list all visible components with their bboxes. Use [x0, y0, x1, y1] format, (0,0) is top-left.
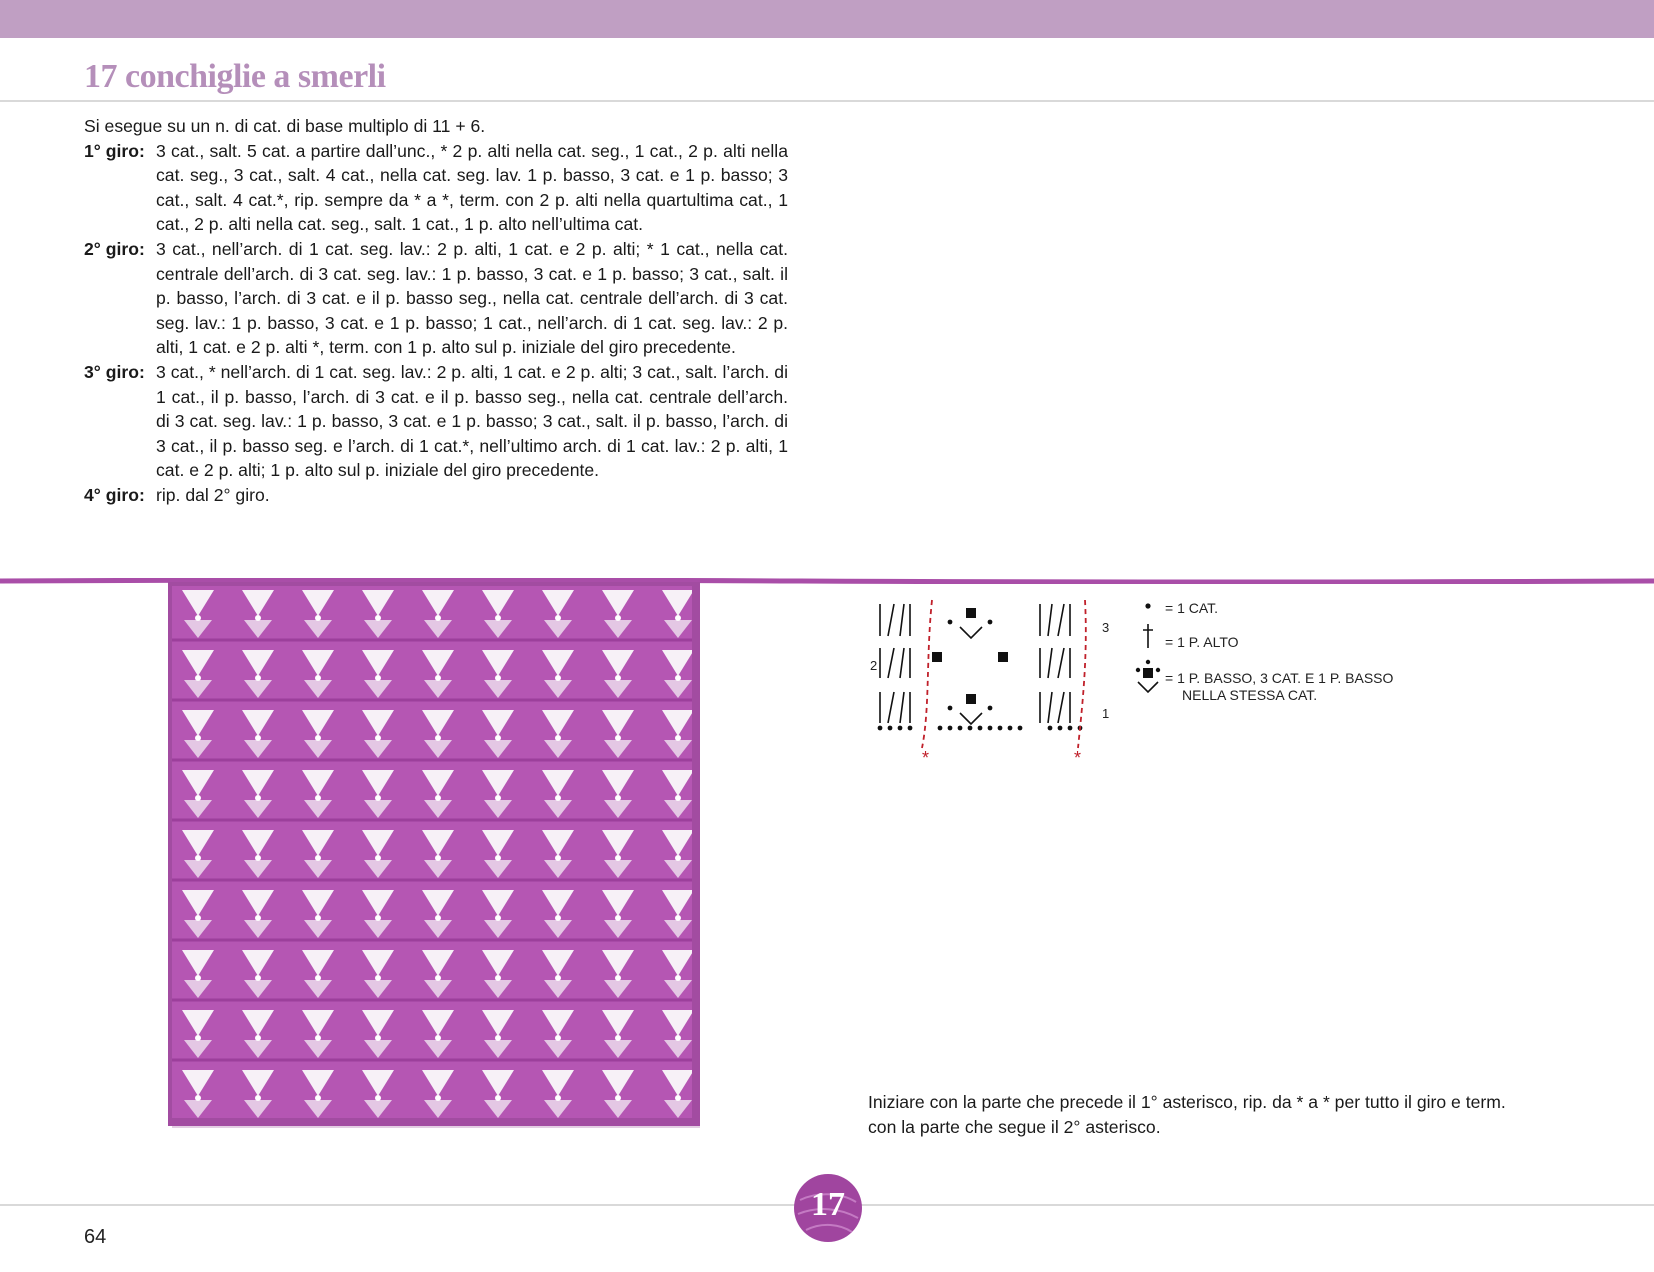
page-title: 17 conchiglie a smerli	[84, 58, 386, 95]
row-text: 3 cat., nell’arch. di 1 cat. seg. lav.: 2 p. alti, 1 cat. e 2 p. alti; * 1 cat., nella cat. centrale dell’arch. di 3 cat. seg. lav.: 1 p. basso, 3 cat. e 1 p. basso; 3 cat., salt. il p. basso, l’arch. di 3 cat. e il p. basso seg., nella cat. centrale dell’arch. di 3 cat. seg. lav.: 1 p. basso, 3 cat. e 1 p. basso; 1 cat., nell’arch. di 1 cat. seg. lav.: 2 p. alti, 1 cat. e 2 p. alti *, term. con 1 p. alto sul p. iniziale del giro precedente.	[156, 238, 788, 358]
tall-stitch-icon	[1143, 624, 1153, 648]
legend-chain: = 1 CAT.	[1165, 600, 1219, 616]
legend-shell-group: = 1 P. BASSO, 3 CAT. E 1 P. BASSO	[1165, 670, 1394, 686]
crochet-swatch-photo	[168, 582, 708, 1134]
diagram-note	[868, 1090, 1588, 1140]
row-label: 1° giro:	[84, 140, 145, 161]
top-color-bar	[0, 0, 1654, 38]
shell-group-icon	[1136, 660, 1160, 692]
note-line-1: Iniziare con la parte che precede il 1° asterisco, rip. da * a * per tutto il giro e term.	[868, 1092, 1506, 1112]
legend-symbols	[1136, 603, 1160, 692]
repeat-mark-left: *	[922, 748, 930, 768]
page-number: 64	[84, 1226, 107, 1248]
row-number-3: 3	[1102, 620, 1110, 635]
pattern-number-badge: 17	[811, 1186, 845, 1223]
row-text: rip. dal 2° giro.	[156, 484, 270, 505]
row-label: 4° giro:	[84, 484, 145, 505]
row-text: 3 cat., * nell’arch. di 1 cat. seg. lav.: 2 p. alti, 1 cat. e 2 p. alti; 3 cat., salt. l’arch. di 1 cat., il p. basso, l’arch. di 3 cat. e il p. basso seg., nella cat. centrale dell’arch. di 3 cat. seg. lav.: 1 p. basso, 3 cat. e 1 p. basso; 3 cat., salt. il p. basso, l’arch. di 3 cat., il p. basso seg. e l’arch. di 1 cat.*, nell’ultimo arch. di 1 cat. lav.: 2 p. alti, 1 cat. e 2 p. alti; 1 p. alto sul p. iniziale del giro precedente.	[156, 361, 788, 481]
row-label: 2° giro:	[84, 238, 145, 259]
row-text: 3 cat., salt. 5 cat. a partire dall’unc., * 2 p. alti nella cat. seg., 1 cat., 2 p. alti nella cat. seg., 3 cat., salt. 4 cat., nella cat. seg. lav. 1 p. basso, 3 cat. e 1 p. basso; 3 cat., salt. 4 cat.*, rip. sempre da * a *, term. con 2 p. alti nella quartultima cat., 1 cat., 2 p. alti nella cat. seg., salt. 1 cat., 1 p. alto nell’ultima cat.	[156, 140, 788, 235]
intro-text: Si esegue su un n. di cat. di base multiplo di 11 + 6.	[84, 116, 486, 136]
row-number-1: 1	[1102, 706, 1110, 721]
row-3	[84, 360, 788, 483]
chain-dot-icon	[1145, 603, 1150, 608]
row-1	[84, 139, 788, 237]
note-line-2: con la parte che segue il 2° asterisco.	[868, 1117, 1161, 1137]
instructions	[84, 114, 788, 508]
legend-tall-stitch: = 1 P. ALTO	[1165, 634, 1239, 650]
row-2	[84, 237, 788, 360]
stitch-diagram	[870, 598, 1430, 774]
row-4	[84, 483, 788, 508]
title-divider	[0, 100, 1654, 102]
repeat-mark-right: *	[1074, 748, 1082, 768]
row-number-2: 2	[870, 658, 878, 673]
diagram-chart	[878, 600, 1086, 748]
row-label: 3° giro:	[84, 361, 145, 382]
legend-shell-group-line2: NELLA STESSA CAT.	[1182, 687, 1318, 703]
